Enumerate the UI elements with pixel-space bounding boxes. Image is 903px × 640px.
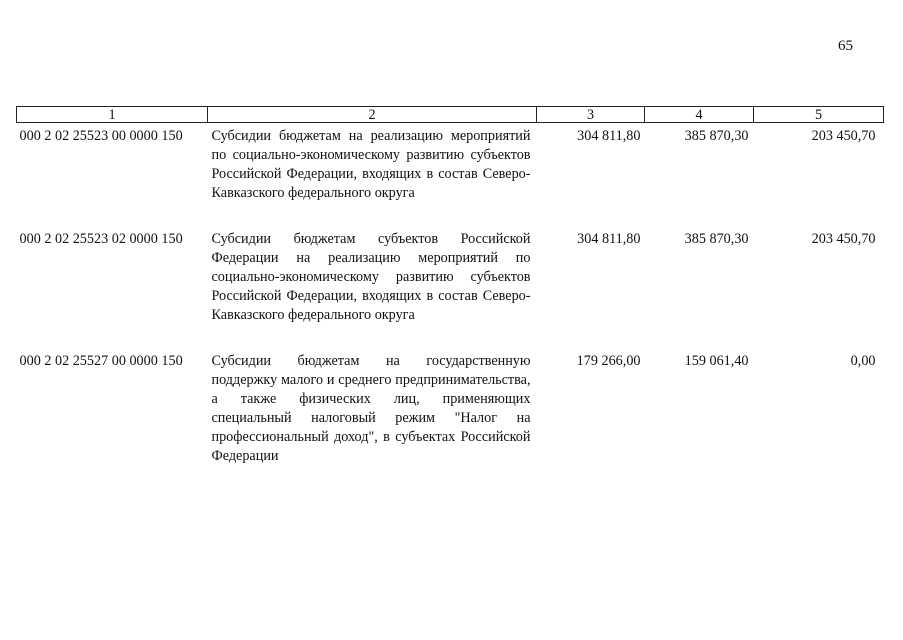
- column-header-3: 3: [537, 107, 645, 123]
- budget-code: 000 2 02 25527 00 0000 150: [19, 353, 183, 369]
- item-description: Субсидии бюджетам субъектов Российской Федерации на реализацию мероприятий по социально-экономическому развитию субъектов Российской Федерации, входящих в состав Северо-Кавказского федерального округа: [211, 231, 531, 323]
- row-spacer: [17, 325, 884, 348]
- value-col5: 203 450,70: [811, 231, 876, 247]
- table-header-row: [17, 107, 884, 123]
- table-row: [17, 348, 884, 466]
- row-spacer: [17, 203, 884, 226]
- item-description: Субсидии бюджетам на государственную поддержку малого и среднего предпринимательства, а также физических лиц, применяющих специальный налоговый режим "Налог на профессиональный доход", в субъектах Российской Федерации: [211, 353, 531, 464]
- table-row: [17, 123, 884, 204]
- table-row: [17, 226, 884, 325]
- budget-table: [16, 106, 884, 466]
- value-col5: 203 450,70: [811, 128, 876, 144]
- value-col3: 304 811,80: [577, 128, 641, 144]
- value-col4: 385 870,30: [684, 231, 749, 247]
- value-col3: 179 266,00: [576, 353, 641, 369]
- column-header-2: 2: [208, 107, 537, 123]
- column-header-5: 5: [754, 107, 884, 123]
- budget-code: 000 2 02 25523 02 0000 150: [19, 231, 183, 247]
- value-col4: 159 061,40: [684, 353, 749, 369]
- page-number: 65: [838, 38, 853, 54]
- column-header-4: 4: [645, 107, 754, 123]
- value-col5: 0,00: [850, 353, 876, 369]
- budget-code: 000 2 02 25523 00 0000 150: [19, 128, 183, 144]
- value-col3: 304 811,80: [577, 231, 641, 247]
- value-col4: 385 870,30: [684, 128, 749, 144]
- column-header-1: 1: [17, 107, 208, 123]
- item-description: Субсидии бюджетам на реализацию мероприятий по социально-экономическому развитию субъектов Российской Федерации, входящих в состав Северо-Кавказского федерального округа: [211, 128, 531, 201]
